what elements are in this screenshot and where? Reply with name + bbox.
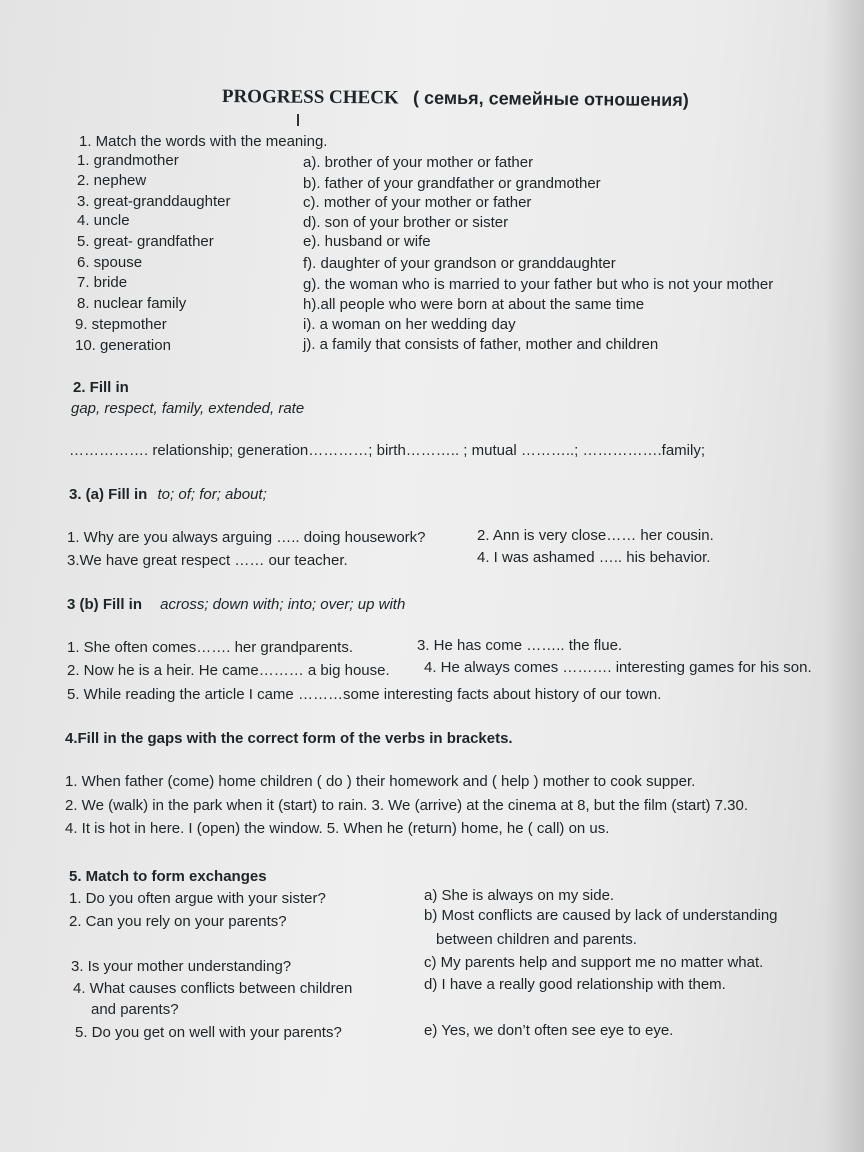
section-3a-heading: 3. (a) Fill in [69, 486, 148, 503]
match-meaning: f). daughter of your grandson or granddaughter [303, 255, 616, 272]
exchange-question: 5. Do you get on well with your parents? [75, 1024, 342, 1041]
exchange-answer: b) Most conflicts are caused by lack of understanding [424, 907, 778, 924]
exercise-item: 4. He always comes ………. interesting games for his son. [424, 659, 812, 676]
match-word: 3. great-granddaughter [77, 193, 231, 210]
exercise-item: 1. When father (come) home children ( do ) their homework and ( help ) mother to cook supper. [65, 773, 696, 790]
exercise-item: 1. She often comes……. her grandparents. [67, 639, 353, 656]
exchange-question: 4. What causes conflicts between children [73, 980, 353, 997]
exchange-answer: e) Yes, we don’t often see eye to eye. [424, 1022, 674, 1039]
exchange-question: 1. Do you often argue with your sister? [69, 890, 326, 907]
exercise-item: 4. I was ashamed ….. his behavior. [477, 549, 711, 566]
section-2-word-bank: gap, respect, family, extended, rate [71, 400, 305, 417]
page-shadow-edge [824, 0, 864, 1152]
exercise-item: 3.We have great respect …… our teacher. [67, 552, 348, 569]
text-cursor [297, 114, 299, 126]
match-meaning: j). a family that consists of father, mother and children [303, 336, 659, 353]
exercise-item: 3. He has come …….. the flue. [417, 637, 623, 654]
exchange-answer-continued: between children and parents. [436, 931, 637, 948]
exercise-item: 2. We (walk) in the park when it (start) to rain. 3. We (arrive) at the cinema at 8, but the film (start) 7.30. [65, 797, 749, 814]
match-meaning: i). a woman on her wedding day [303, 316, 516, 333]
title-subtitle: ( семья, семейные отношения) [412, 87, 689, 111]
exercise-item: 4. It is hot in here. I (open) the window. 5. When he (return) home, he ( call) on us. [65, 820, 610, 837]
section-3a-word-bank: to; of; for; about; [157, 486, 267, 503]
match-word: 8. nuclear family [77, 295, 187, 312]
match-word: 4. uncle [77, 212, 130, 229]
match-meaning: c). mother of your mother or father [303, 194, 532, 211]
exercise-item: 2. Ann is very close…… her cousin. [477, 527, 714, 544]
exchange-answer: d) I have a really good relationship with them. [424, 976, 726, 993]
match-meaning: d). son of your brother or sister [303, 214, 509, 231]
exchange-question: 3. Is your mother understanding? [71, 958, 292, 975]
match-meaning: b). father of your grandfather or grandmother [303, 175, 601, 192]
match-meaning: a). brother of your mother or father [303, 154, 534, 171]
match-word: 1. grandmother [77, 152, 179, 169]
match-word: 5. great- grandfather [77, 233, 214, 250]
section-3b-word-bank: across; down with; into; over; up with [160, 596, 406, 613]
section-2-heading: 2. Fill in [73, 379, 129, 396]
exercise-item: 5. While reading the article I came ………some interesting facts about history of our town. [67, 686, 662, 703]
section-1-heading: 1. Match the words with the meaning. [79, 133, 328, 150]
match-meaning: e). husband or wife [303, 233, 431, 250]
exchange-answer: c) My parents help and support me no matter what. [424, 954, 764, 971]
match-word: 7. bride [77, 274, 128, 291]
match-word: 9. stepmother [75, 316, 167, 333]
match-word: 10. generation [75, 337, 171, 354]
match-word: 6. spouse [77, 254, 143, 271]
exchange-answer: a) She is always on my side. [424, 887, 615, 904]
exchange-question-continued: and parents? [91, 1001, 179, 1018]
match-meaning: h).all people who were born at about the same time [303, 296, 645, 313]
match-word: 2. nephew [77, 172, 147, 189]
exercise-item: 1. Why are you always arguing ….. doing housework? [67, 529, 426, 546]
exchange-question: 2. Can you rely on your parents? [69, 913, 287, 930]
exercise-item: 2. Now he is a heir. He came……… a big house. [67, 662, 390, 679]
title-main: PROGRESS CHECK [221, 86, 399, 109]
section-4-heading: 4.Fill in the gaps with the correct form of the verbs in brackets. [65, 730, 513, 747]
section-3b-heading: 3 (b) Fill in [67, 596, 142, 613]
section-5-heading: 5. Match to form exchanges [69, 868, 267, 885]
page-title [222, 86, 689, 112]
section-2-gap-line: ……………. relationship; generation…………; birth……….. ; mutual ………..; …………….family; [69, 442, 705, 459]
match-meaning: g). the woman who is married to your father but who is not your mother [303, 276, 774, 293]
